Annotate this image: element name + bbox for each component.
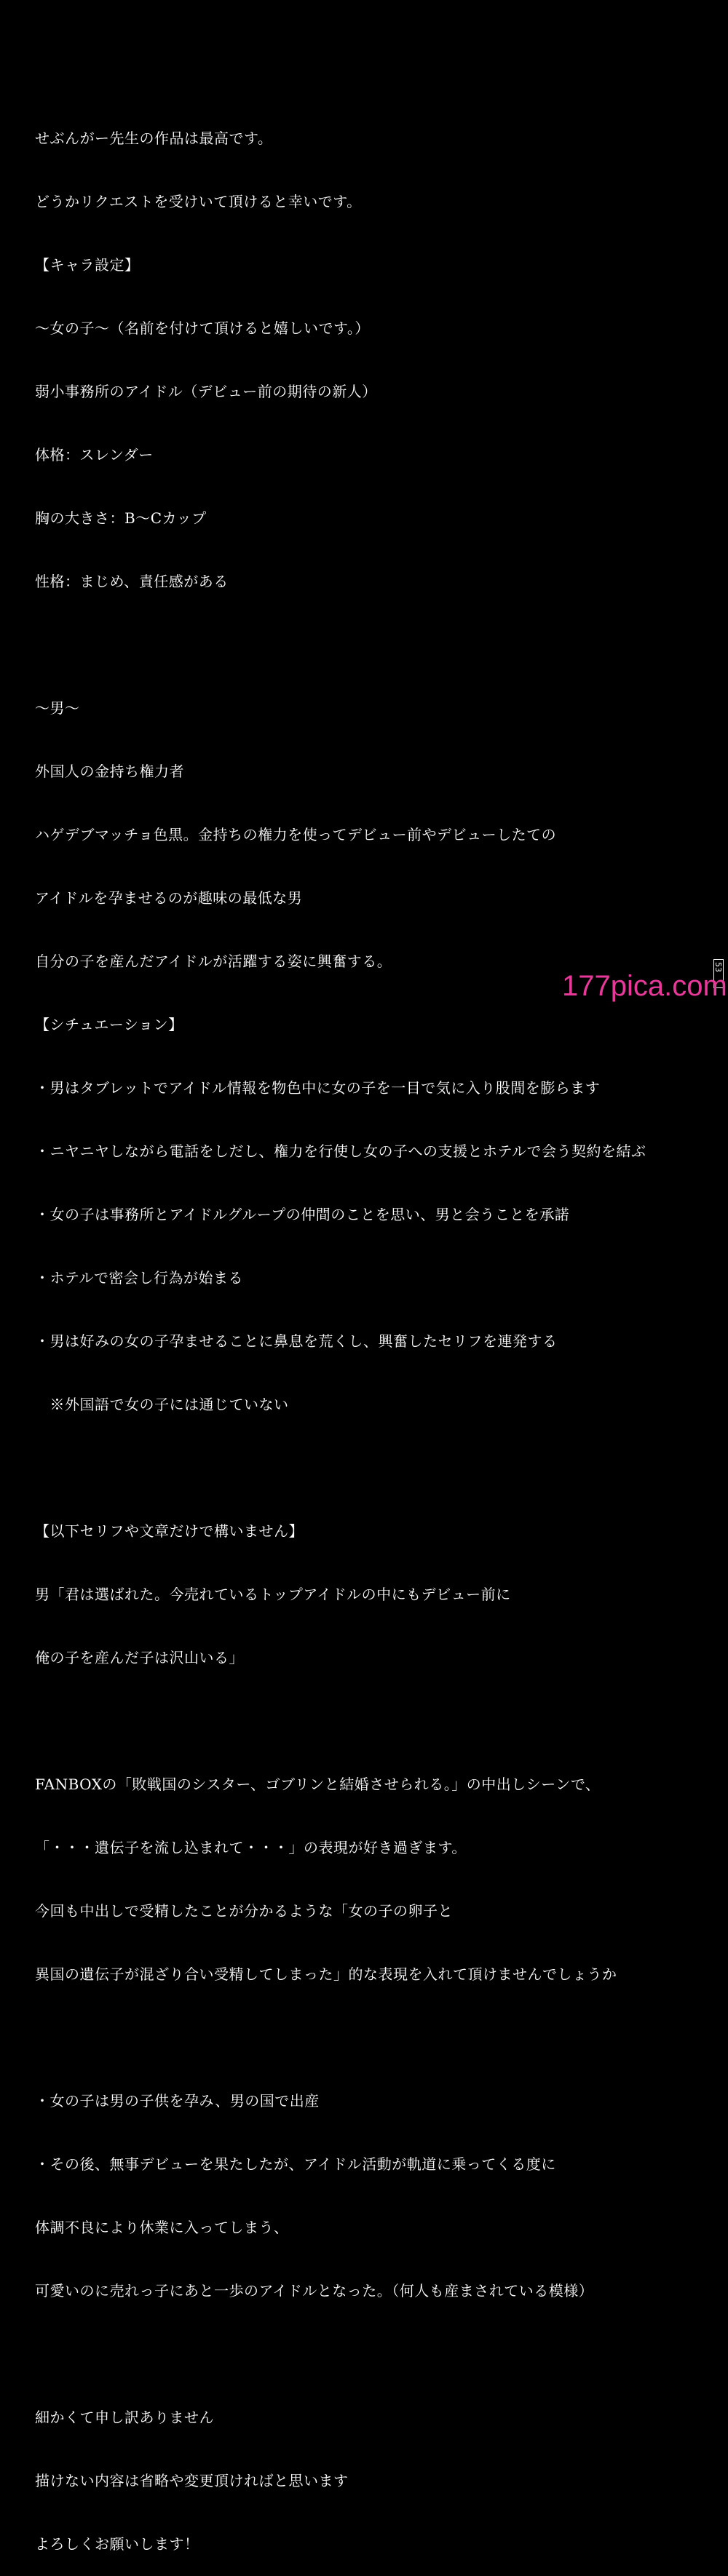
blank-line: [35, 1711, 719, 1732]
text-line: 細かくて申し訳ありません: [35, 2409, 214, 2426]
blank-line: [35, 635, 719, 656]
text-line: ・女の子は事務所とアイドルグループの仲間のことを思い、男と会うことを承諾: [35, 1206, 570, 1223]
text-line: 【以下セリフや文章だけで構いません】: [35, 1522, 304, 1540]
text-line: 可愛いのに売れっ子にあと一歩のアイドルとなった。（何人も産まされている模様）: [35, 2282, 594, 2299]
request-text-block: [35, 86, 719, 2576]
page-number: 53: [713, 962, 723, 972]
text-line: FANBOXの「敗戦国のシスター、ゴブリンと結婚させられる。」の中出しシーンで、: [35, 1776, 601, 1793]
text-line: 今回も中出しで受精したことが分かるような「女の子の卵子と: [35, 1902, 453, 1920]
text-line: よろしくお願いします！: [35, 2535, 199, 2553]
watermark-logo: 177pica.com: [562, 970, 727, 1002]
text-line: 【キャラ設定】: [35, 256, 140, 274]
text-line: ・女の子は男の子供を孕み、男の国で出産: [35, 2092, 320, 2110]
blank-line: [35, 1458, 719, 1479]
blank-line: [35, 2027, 719, 2048]
text-line: ・男は好みの女の子孕ませることに鼻息を荒くし、興奮したセリフを連発する: [35, 1332, 558, 1350]
text-line: ・男はタブレットでアイドル情報を物色中に女の子を一目で気に入り股間を膨らます: [35, 1079, 601, 1097]
text-line: どうかリクエストを受けいて頂けると幸いです。: [35, 193, 362, 210]
text-line: せぶんがー先生の作品は最高です。: [35, 130, 273, 147]
text-line: 〜女の子〜（名前を付けて頂けると嬉しいです。）: [35, 319, 370, 337]
text-line: 〜男〜: [35, 699, 80, 717]
text-line: ・その後、無事デビューを果たしたが、アイドル活動が軌道に乗ってくる度に: [35, 2155, 556, 2173]
text-line: 自分の子を産んだアイドルが活躍する姿に興奮する。: [35, 953, 392, 970]
text-line: 描けない内容は省略や変更頂ければと思います: [35, 2472, 349, 2489]
blank-line: [35, 2344, 719, 2365]
text-line: ハゲデブマッチョ色黒。金持ちの権力を使ってデビュー前やデビューしたての: [35, 826, 557, 843]
text-line: 【シチュエーション】: [35, 1016, 183, 1033]
text-line: ・ニヤニヤしながら電話をしだし、権力を行使し女の子への支援とホテルで会う契約を結ぶ: [35, 1142, 646, 1160]
text-line: ・ホテルで密会し行為が始まる: [35, 1269, 243, 1287]
text-line: ※外国語で女の子には通じていない: [35, 1396, 289, 1413]
text-line: 俺の子を産んだ子は沢山いる」: [35, 1649, 244, 1666]
text-line: 体格：スレンダー: [35, 446, 154, 464]
text-line: 弱小事務所のアイドル（デビュー前の期待の新人）: [35, 383, 377, 400]
text-line: 外国人の金持ち権力者: [35, 763, 184, 780]
text-line: 異国の遺伝子が混ざり合い受精してしまった」的な表現を入れて頂けませんでしょうか: [35, 1965, 617, 1983]
text-line: 男「君は選ばれた。今売れているトップアイドルの中にもデビュー前に: [35, 1586, 511, 1603]
text-line: 体調不良により休業に入ってしまう、: [35, 2219, 289, 2236]
text-line: アイドルを孕ませるのが趣味の最低な男: [35, 889, 303, 907]
text-line: 性格：まじめ、責任感がある: [35, 573, 229, 590]
text-line: 胸の大きさ：B〜Cカップ: [35, 509, 207, 527]
text-line: 「・・・遺伝子を流し込まれて・・・」の表現が好き過ぎます。: [35, 1839, 467, 1856]
